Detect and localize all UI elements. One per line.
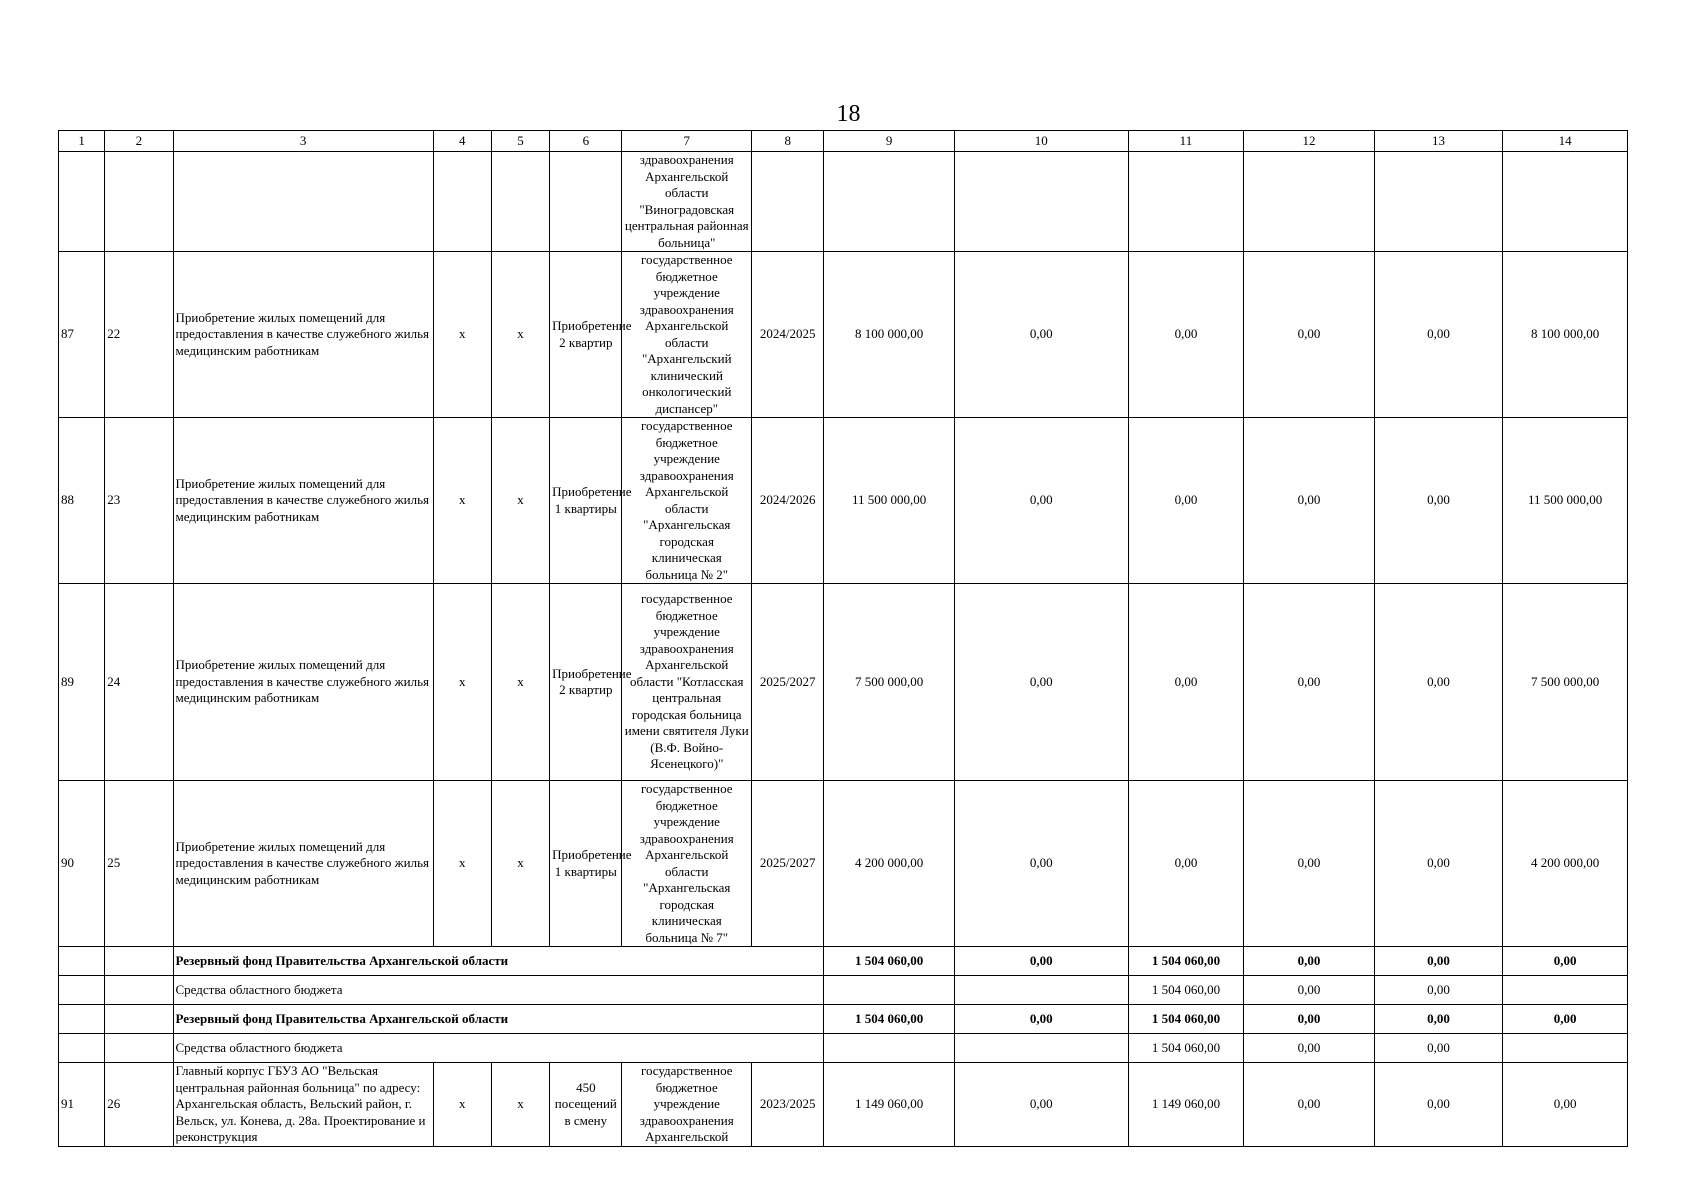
cell-c4: х (433, 252, 491, 418)
item-description: Приобретение жилых помещений для предоставления в качестве служебного жилья медицинским работникам (173, 252, 433, 418)
cell-c5: х (491, 781, 549, 947)
amount-c12: 0,00 (1244, 947, 1375, 976)
header-cell: 6 (550, 131, 622, 152)
header-cell: 14 (1503, 131, 1628, 152)
amount-c12: 0,00 (1244, 584, 1375, 781)
amount-c11: 0,00 (1128, 584, 1244, 781)
cell-c5: х (491, 252, 549, 418)
amount-c9: 4 200 000,00 (824, 781, 955, 947)
amount-c13: 0,00 (1374, 976, 1503, 1005)
item-number: 22 (105, 252, 173, 418)
header-cell: 12 (1244, 131, 1375, 152)
table-row (59, 252, 1628, 418)
institution-cell: государственное бюджетное учреждение здравоохранения Архангельской области "Котласская центральная городская больница имени святителя Луки (В.Ф. Войно-Ясенецкого)" (622, 584, 752, 781)
amount-c11: 0,00 (1128, 781, 1244, 947)
amount-c10: 0,00 (954, 418, 1128, 584)
cell-c4: х (433, 418, 491, 584)
amount-c14: 11 500 000,00 (1503, 418, 1628, 584)
amount-c11: 1 504 060,00 (1128, 1005, 1244, 1034)
institution-cell: государственное бюджетное учреждение здравоохранения Архангельской области "Архангельская городская клиническая больница № 7" (622, 781, 752, 947)
item-description: Приобретение жилых помещений для предоставления в качестве служебного жилья медицинским работникам (173, 584, 433, 781)
row-number: 89 (59, 584, 105, 781)
period-cell: 2024/2025 (752, 252, 824, 418)
capacity-cell: Приобретение 1 квартиры (550, 781, 622, 947)
header-cell: 7 (622, 131, 752, 152)
header-cell: 1 (59, 131, 105, 152)
period-cell: 2023/2025 (752, 1063, 824, 1147)
cell-c5: х (491, 1063, 549, 1147)
amount-c10: 0,00 (954, 947, 1128, 976)
page-number: 18 (836, 101, 861, 127)
institution-cell: государственное бюджетное учреждение здравоохранения Архангельской (622, 1063, 752, 1147)
amount-c11: 0,00 (1128, 252, 1244, 418)
period-cell: 2025/2027 (752, 781, 824, 947)
amount-c10: 0,00 (954, 1005, 1128, 1034)
header-cell: 9 (824, 131, 955, 152)
amount-c10: 0,00 (954, 781, 1128, 947)
amount-c13: 0,00 (1374, 584, 1503, 781)
amount-c14: 0,00 (1503, 947, 1628, 976)
amount-c10: 0,00 (954, 584, 1128, 781)
amount-c12: 0,00 (1244, 976, 1375, 1005)
funds-label: Средства областного бюджета (173, 1034, 824, 1063)
institution-cell: здравоохранения Архангельской области "Виноградовская центральная районная больница" (622, 152, 752, 252)
amount-c9: 8 100 000,00 (824, 252, 955, 418)
capacity-cell: 450 посещений в смену (550, 1063, 622, 1147)
amount-c9: 7 500 000,00 (824, 584, 955, 781)
cell-c4: х (433, 1063, 491, 1147)
capacity-cell: Приобретение 1 квартиры (550, 418, 622, 584)
row-number: 88 (59, 418, 105, 584)
amount-c10: 0,00 (954, 252, 1128, 418)
cell-c5: х (491, 584, 549, 781)
item-number: 23 (105, 418, 173, 584)
row-number: 91 (59, 1063, 105, 1147)
amount-c12: 0,00 (1244, 781, 1375, 947)
amount-c14: 7 500 000,00 (1503, 584, 1628, 781)
amount-c9: 1 504 060,00 (824, 947, 955, 976)
reserve-fund-row (59, 1005, 1628, 1034)
reserve-fund-row (59, 947, 1628, 976)
table-row (59, 418, 1628, 584)
funds-label: Средства областного бюджета (173, 976, 824, 1005)
amount-c11: 1 504 060,00 (1128, 947, 1244, 976)
column-number-header-row (59, 131, 1628, 152)
amount-c13: 0,00 (1374, 1034, 1503, 1063)
amount-c11: 1 149 060,00 (1128, 1063, 1244, 1147)
item-number: 24 (105, 584, 173, 781)
row-number: 87 (59, 252, 105, 418)
reserve-fund-label: Резервный фонд Правительства Архангельской области (173, 947, 824, 976)
amount-c9: 1 149 060,00 (824, 1063, 955, 1147)
header-cell: 4 (433, 131, 491, 152)
funds-row (59, 1034, 1628, 1063)
header-cell: 5 (491, 131, 549, 152)
amount-c13: 0,00 (1374, 418, 1503, 584)
capacity-cell: Приобретение 2 квартир (550, 584, 622, 781)
item-number: 26 (105, 1063, 173, 1147)
amount-c12: 0,00 (1244, 1005, 1375, 1034)
header-cell: 2 (105, 131, 173, 152)
amount-c12: 0,00 (1244, 1034, 1375, 1063)
continuation-row (59, 152, 1628, 252)
amount-c13: 0,00 (1374, 947, 1503, 976)
header-cell: 11 (1128, 131, 1244, 152)
amount-c13: 0,00 (1374, 1063, 1503, 1147)
cell-c4: х (433, 781, 491, 947)
amount-c13: 0,00 (1374, 781, 1503, 947)
amount-c9: 11 500 000,00 (824, 418, 955, 584)
capacity-cell: Приобретение 2 квартир (550, 252, 622, 418)
table-row (59, 781, 1628, 947)
amount-c14: 0,00 (1503, 1063, 1628, 1147)
institution-cell: государственное бюджетное учреждение здравоохранения Архангельской области "Архангельская городская клиническая больница № 2" (622, 418, 752, 584)
amount-c9: 1 504 060,00 (824, 1005, 955, 1034)
item-number: 25 (105, 781, 173, 947)
amount-c13: 0,00 (1374, 1005, 1503, 1034)
table-row (59, 1063, 1628, 1147)
cell-c5: х (491, 418, 549, 584)
item-description: Приобретение жилых помещений для предоставления в качестве служебного жилья медицинским работникам (173, 418, 433, 584)
amount-c14: 4 200 000,00 (1503, 781, 1628, 947)
institution-cell: государственное бюджетное учреждение здравоохранения Архангельской области "Архангельский клинический онкологический диспансер" (622, 252, 752, 418)
amount-c12: 0,00 (1244, 418, 1375, 584)
amount-c11: 1 504 060,00 (1128, 976, 1244, 1005)
header-cell: 10 (954, 131, 1128, 152)
item-description: Главный корпус ГБУЗ АО "Вельская центральная районная больница" по адресу: Архангельская область, Вельский район, г. Вельск, ул. Конева, д. 28а. Проектирование и реконструкция (173, 1063, 433, 1147)
header-cell: 3 (173, 131, 433, 152)
amount-c14: 8 100 000,00 (1503, 252, 1628, 418)
period-cell: 2025/2027 (752, 584, 824, 781)
budget-table (58, 130, 1628, 1147)
reserve-fund-label: Резервный фонд Правительства Архангельской области (173, 1005, 824, 1034)
row-number: 90 (59, 781, 105, 947)
item-description: Приобретение жилых помещений для предоставления в качестве служебного жилья медицинским работникам (173, 781, 433, 947)
amount-c11: 0,00 (1128, 418, 1244, 584)
amount-c10: 0,00 (954, 1063, 1128, 1147)
header-cell: 8 (752, 131, 824, 152)
header-cell: 13 (1374, 131, 1503, 152)
amount-c12: 0,00 (1244, 1063, 1375, 1147)
table-row (59, 584, 1628, 781)
funds-row (59, 976, 1628, 1005)
cell-c4: х (433, 584, 491, 781)
amount-c14: 0,00 (1503, 1005, 1628, 1034)
amount-c12: 0,00 (1244, 252, 1375, 418)
amount-c13: 0,00 (1374, 252, 1503, 418)
period-cell: 2024/2026 (752, 418, 824, 584)
amount-c11: 1 504 060,00 (1128, 1034, 1244, 1063)
